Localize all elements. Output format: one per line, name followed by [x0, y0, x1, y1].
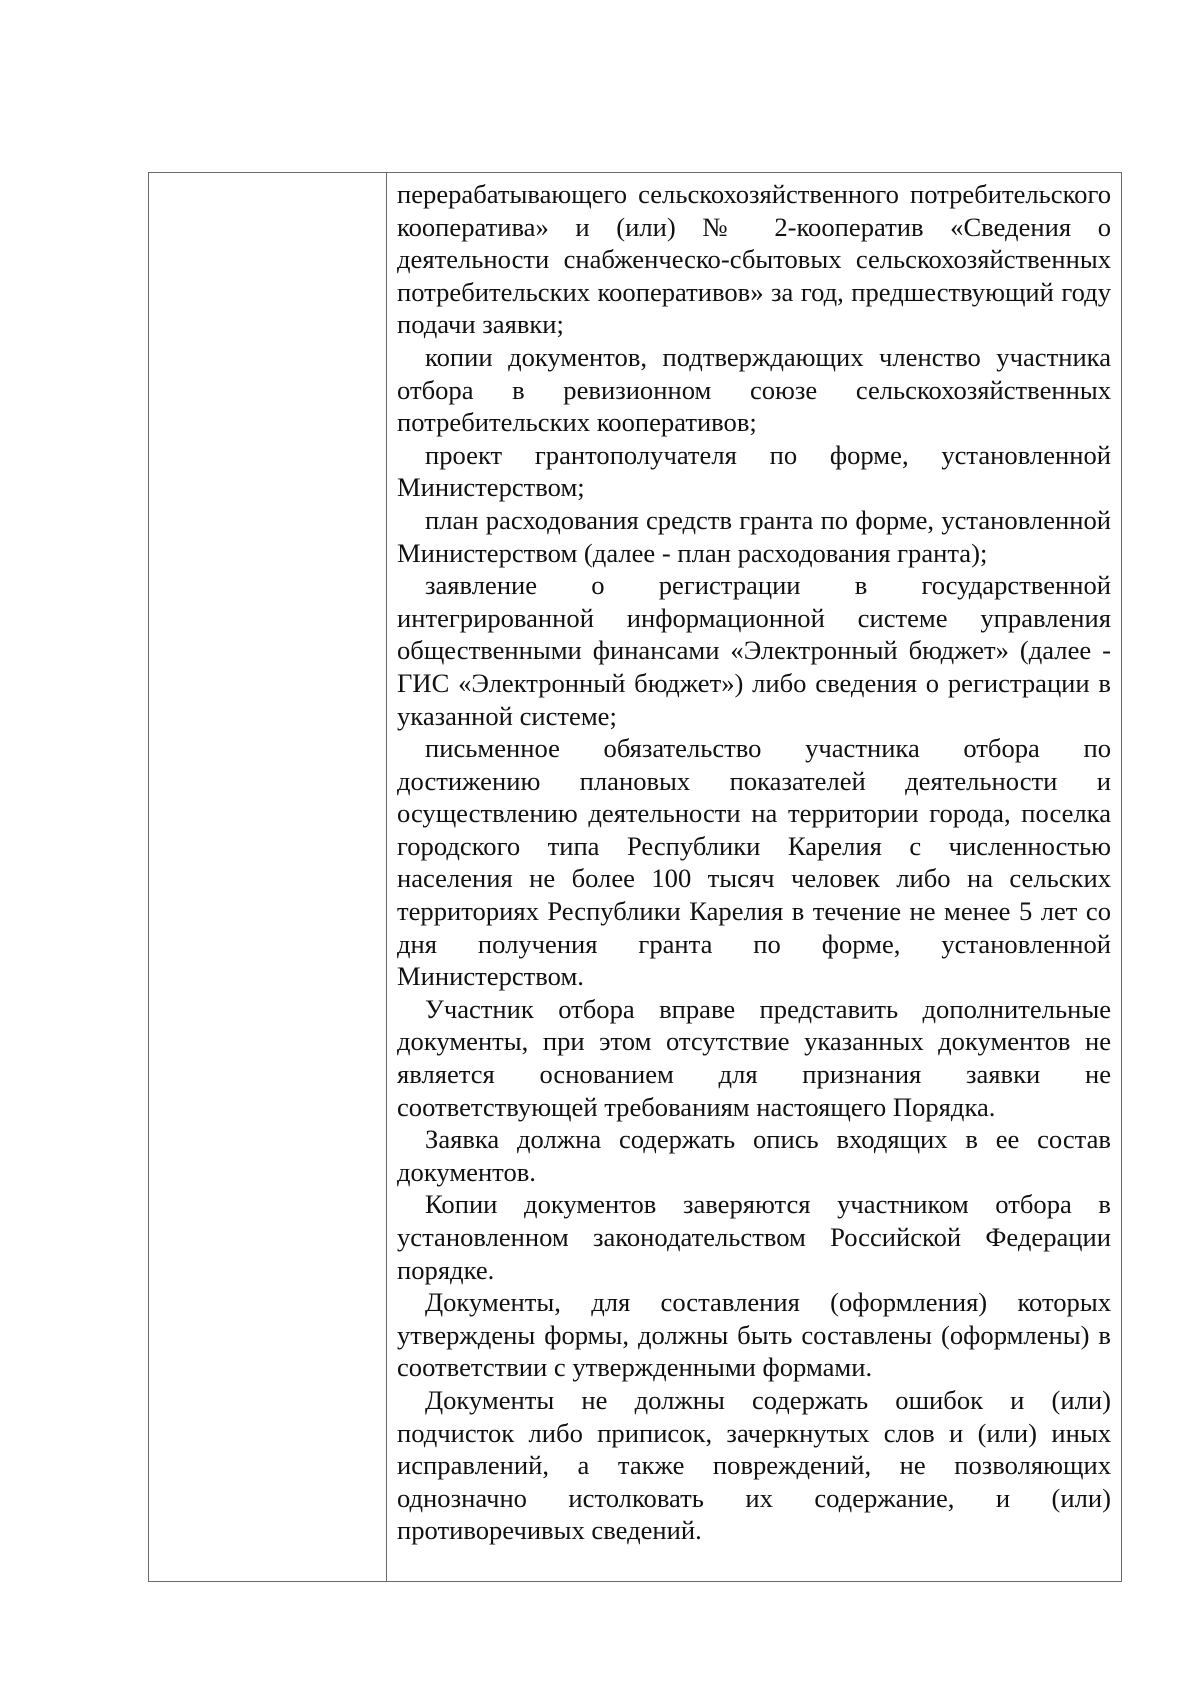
document-table — [148, 172, 1122, 1582]
paragraph-no-errors: Документы не должны содержать ошибок и (или) подчисток либо приписок, зачеркнутых слов и (или) иных исправлений, а также повреждений, не позволяющих однозначно истолковать их содержание, и (или) противоречивых сведений. — [397, 1384, 1111, 1546]
paragraph-inventory: Заявка должна содержать опись входящих в ее состав документов. — [397, 1124, 1111, 1187]
table-left-cell — [149, 173, 387, 1581]
paragraph-revision-union-docs: копии документов, подтверждающих членство участника отбора в ревизионном союзе сельскохозяйственных потребительских кооперативов; — [397, 341, 1111, 438]
paragraph-copies-certification: Копии документов заверяются участником отбора в установленном законодательством Российской Федерации порядке. — [397, 1189, 1111, 1285]
table-right-cell — [387, 173, 1121, 1581]
paragraph-continuation: перерабатывающего сельскохозяйственного потребительского кооператива» и (или) № 2-кооператив «Сведения о деятельности снабженческо-сбытовых сельскохозяйственных потребительских кооперативов» за год, предшествующий году подачи заявки; — [397, 179, 1111, 340]
paragraph-gis-registration: заявление о регистрации в государственной интегрированной информационной системе управления общественными финансами «Электронный бюджет» (далее - ГИС «Электронный бюджет») либо сведения о регистрации в указанной системе; — [397, 570, 1111, 731]
paragraph-additional-documents: Участник отбора вправе представить дополнительные документы, при этом отсутствие указанных документов не является основанием для признания заявки не соответствующей требованиям настоящего Порядка. — [397, 993, 1111, 1122]
paragraph-grant-spending-plan: план расходования средств гранта по форме, установленной Министерством (далее - план расходования гранта); — [397, 504, 1111, 568]
paragraph-grantee-project: проект грантополучателя по форме, установленной Министерством; — [397, 439, 1111, 503]
paragraph-approved-forms: Документы, для составления (оформления) которых утверждены формы, должны быть составлены (оформлены) в соответствии с утвержденными формами. — [397, 1287, 1111, 1383]
paragraph-written-obligation: письменное обязательство участника отбора по достижению плановых показателей деятельности и осуществлению деятельности на территории города, поселка городского типа Республики Карелия с численностью населения не более 100 тысяч человек либо на сельских территориях Республики Карелия в течение не менее 5 лет со дня получения гранта по форме, установленной Министерством. — [397, 733, 1111, 992]
